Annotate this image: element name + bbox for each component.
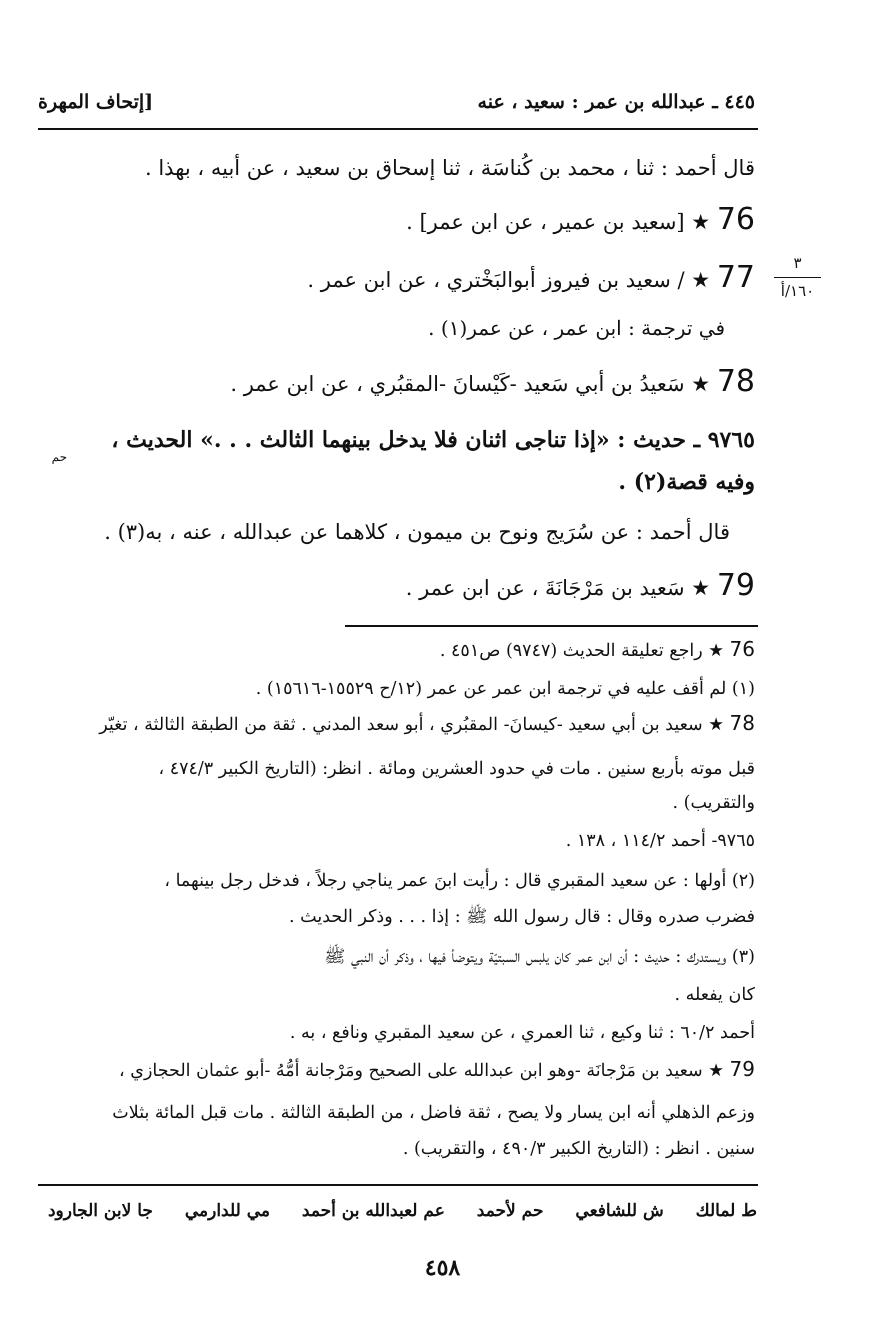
entry-79 <box>35 566 755 608</box>
footnote-line: سنين . انظر : (التاريخ الكبير ٤٩٠/٣ ، والتقريب) . <box>402 1139 755 1159</box>
entry-number: 76 <box>716 202 755 237</box>
legend-item: حم لأحمد <box>476 1201 544 1221</box>
margin-note <box>770 254 825 300</box>
footnote-line: كان يفعله . <box>674 985 755 1005</box>
footnote-text: ★ سعيد بن أبي سعيد -كيسانَ- المقبُري ، أبو سعد المدني . ثقة من الطبقة الثالثة ، تغيّر <box>99 715 724 735</box>
entry-76 <box>35 200 755 242</box>
footnote-78 <box>35 708 755 740</box>
footnote-line: فضرب صدره وقال : قال رسول الله ﷺ : إذا . . . وذكر الحديث . <box>289 907 755 927</box>
footnote-rule <box>345 625 758 627</box>
book-title: [إتحاف المهرة <box>38 91 154 113</box>
legend-item: مي للدارمي <box>184 1201 270 1221</box>
footnote-number: 78 <box>729 711 755 735</box>
footnote-2: (٢) أولها : عن سعيد المقبري قال : رأيت ابنَ عمر يناجي رجلاً ، فدخل رجل بينهما ، <box>164 871 755 891</box>
legend-item: جا لابن الجارود <box>47 1201 153 1221</box>
footnote-76 <box>35 634 755 666</box>
footnote-text: ★ راجع تعليقة الحديث (٩٧٤٧) ص٤٥١ . <box>439 641 724 661</box>
entry-text: ★ سَعيدُ بن أبي سَعيد -كَيْسانَ -المقبُري ، عن ابن عمر . <box>230 372 711 396</box>
hadith-siglum: حم <box>51 450 67 464</box>
footnote-line: قبل موته بأربع سنين . مات في حدود العشرين ومائة . انظر: (التاريخ الكبير ٤٧٤/٣ ، <box>158 759 755 779</box>
header-rule <box>38 128 758 130</box>
entry-77 <box>35 258 755 300</box>
text-line: قال أحمد : ثنا ، محمد بن كُناسَة ، ثنا إسحاق بن سعيد ، عن أبيه ، بهذا . <box>144 156 755 180</box>
footnote-line: أحمد ٦٠/٢ : ثنا وكيع ، ثنا العمري ، عن سعيد المقبري ونافع ، به . <box>289 1023 755 1043</box>
footnote-line: والتقريب) . <box>672 793 755 813</box>
footnote-9765: ٩٧٦٥- أحمد ١١٤/٢ ، ١٣٨ . <box>565 831 755 851</box>
footnote-1: (١) لم أقف عليه في ترجمة ابن عمر عن عمر (١٢/ح ١٥٥٢٩-١٥٦١٦) . <box>255 679 755 699</box>
hadith-line: وفيه قصة(٢) . <box>618 469 755 495</box>
legend-item: ش للشافعي <box>575 1201 664 1221</box>
page-number: ٤٥٨ <box>424 1255 461 1281</box>
legend-item: ط لمالك <box>695 1201 757 1221</box>
entry-text: ★ / سعيد بن فيروز أبوالبَخْتري ، عن ابن عمر . <box>307 268 711 292</box>
footnote-number: 79 <box>729 1057 755 1081</box>
footnote-79 <box>35 1054 755 1086</box>
entry-number: 79 <box>716 568 755 603</box>
hadith-line: ٩٧٦٥ ـ حديث : «إذا تناجى اثنان فلا يدخل بينهما الثالث . . .» الحديث ، <box>111 427 755 453</box>
margin-note-bottom: ١٦٠/أ <box>780 282 815 300</box>
entry-text: ★ [سعيد بن عمير ، عن ابن عمر] . <box>406 210 711 234</box>
footnote-line: وزعم الذهلي أنه ابن يسار ولا يصح ، ثقة فاضل ، من الطبقة الثالثة . مات قبل المائة بثلاث <box>112 1103 755 1123</box>
legend-rule <box>38 1184 758 1186</box>
running-title: ٤٤٥ ـ عبدالله بن عمر : سعيد ، عنه <box>477 91 755 113</box>
entry-number: 77 <box>716 260 755 295</box>
footnote-number: 76 <box>729 637 755 661</box>
footnote-3: (٣) ويستدرك : حديث : أن ابن عمر كان يلبس السبتيّة ويتوضأ فيها ، وذكر أن النبي ﷺ <box>324 947 755 967</box>
legend-item: عم لعبدالله بن أحمد <box>301 1201 445 1221</box>
entry-78 <box>35 362 755 404</box>
footnote-text: ★ سعيد بن مَرْجانَة -وهو ابن عبدالله على الصحيح ومَرْجانة أمُّهُ -أبو عثمان الحجازي ، <box>119 1061 724 1081</box>
entry-number: 78 <box>716 364 755 399</box>
margin-note-rule <box>774 277 821 278</box>
entry-text: ★ سَعيد بن مَرْجَانَةَ ، عن ابن عمر . <box>405 576 711 600</box>
sigla-legend <box>32 1195 757 1227</box>
entry-77-subline: في ترجمة : ابن عمر ، عن عمر(١) . <box>428 316 725 340</box>
margin-note-top: ٣ <box>793 254 802 272</box>
hadith-chain: قال أحمد : عن سُرَيج ونوح بن ميمون ، كلاهما عن عبدالله ، عنه ، به(٣) . <box>104 520 730 544</box>
